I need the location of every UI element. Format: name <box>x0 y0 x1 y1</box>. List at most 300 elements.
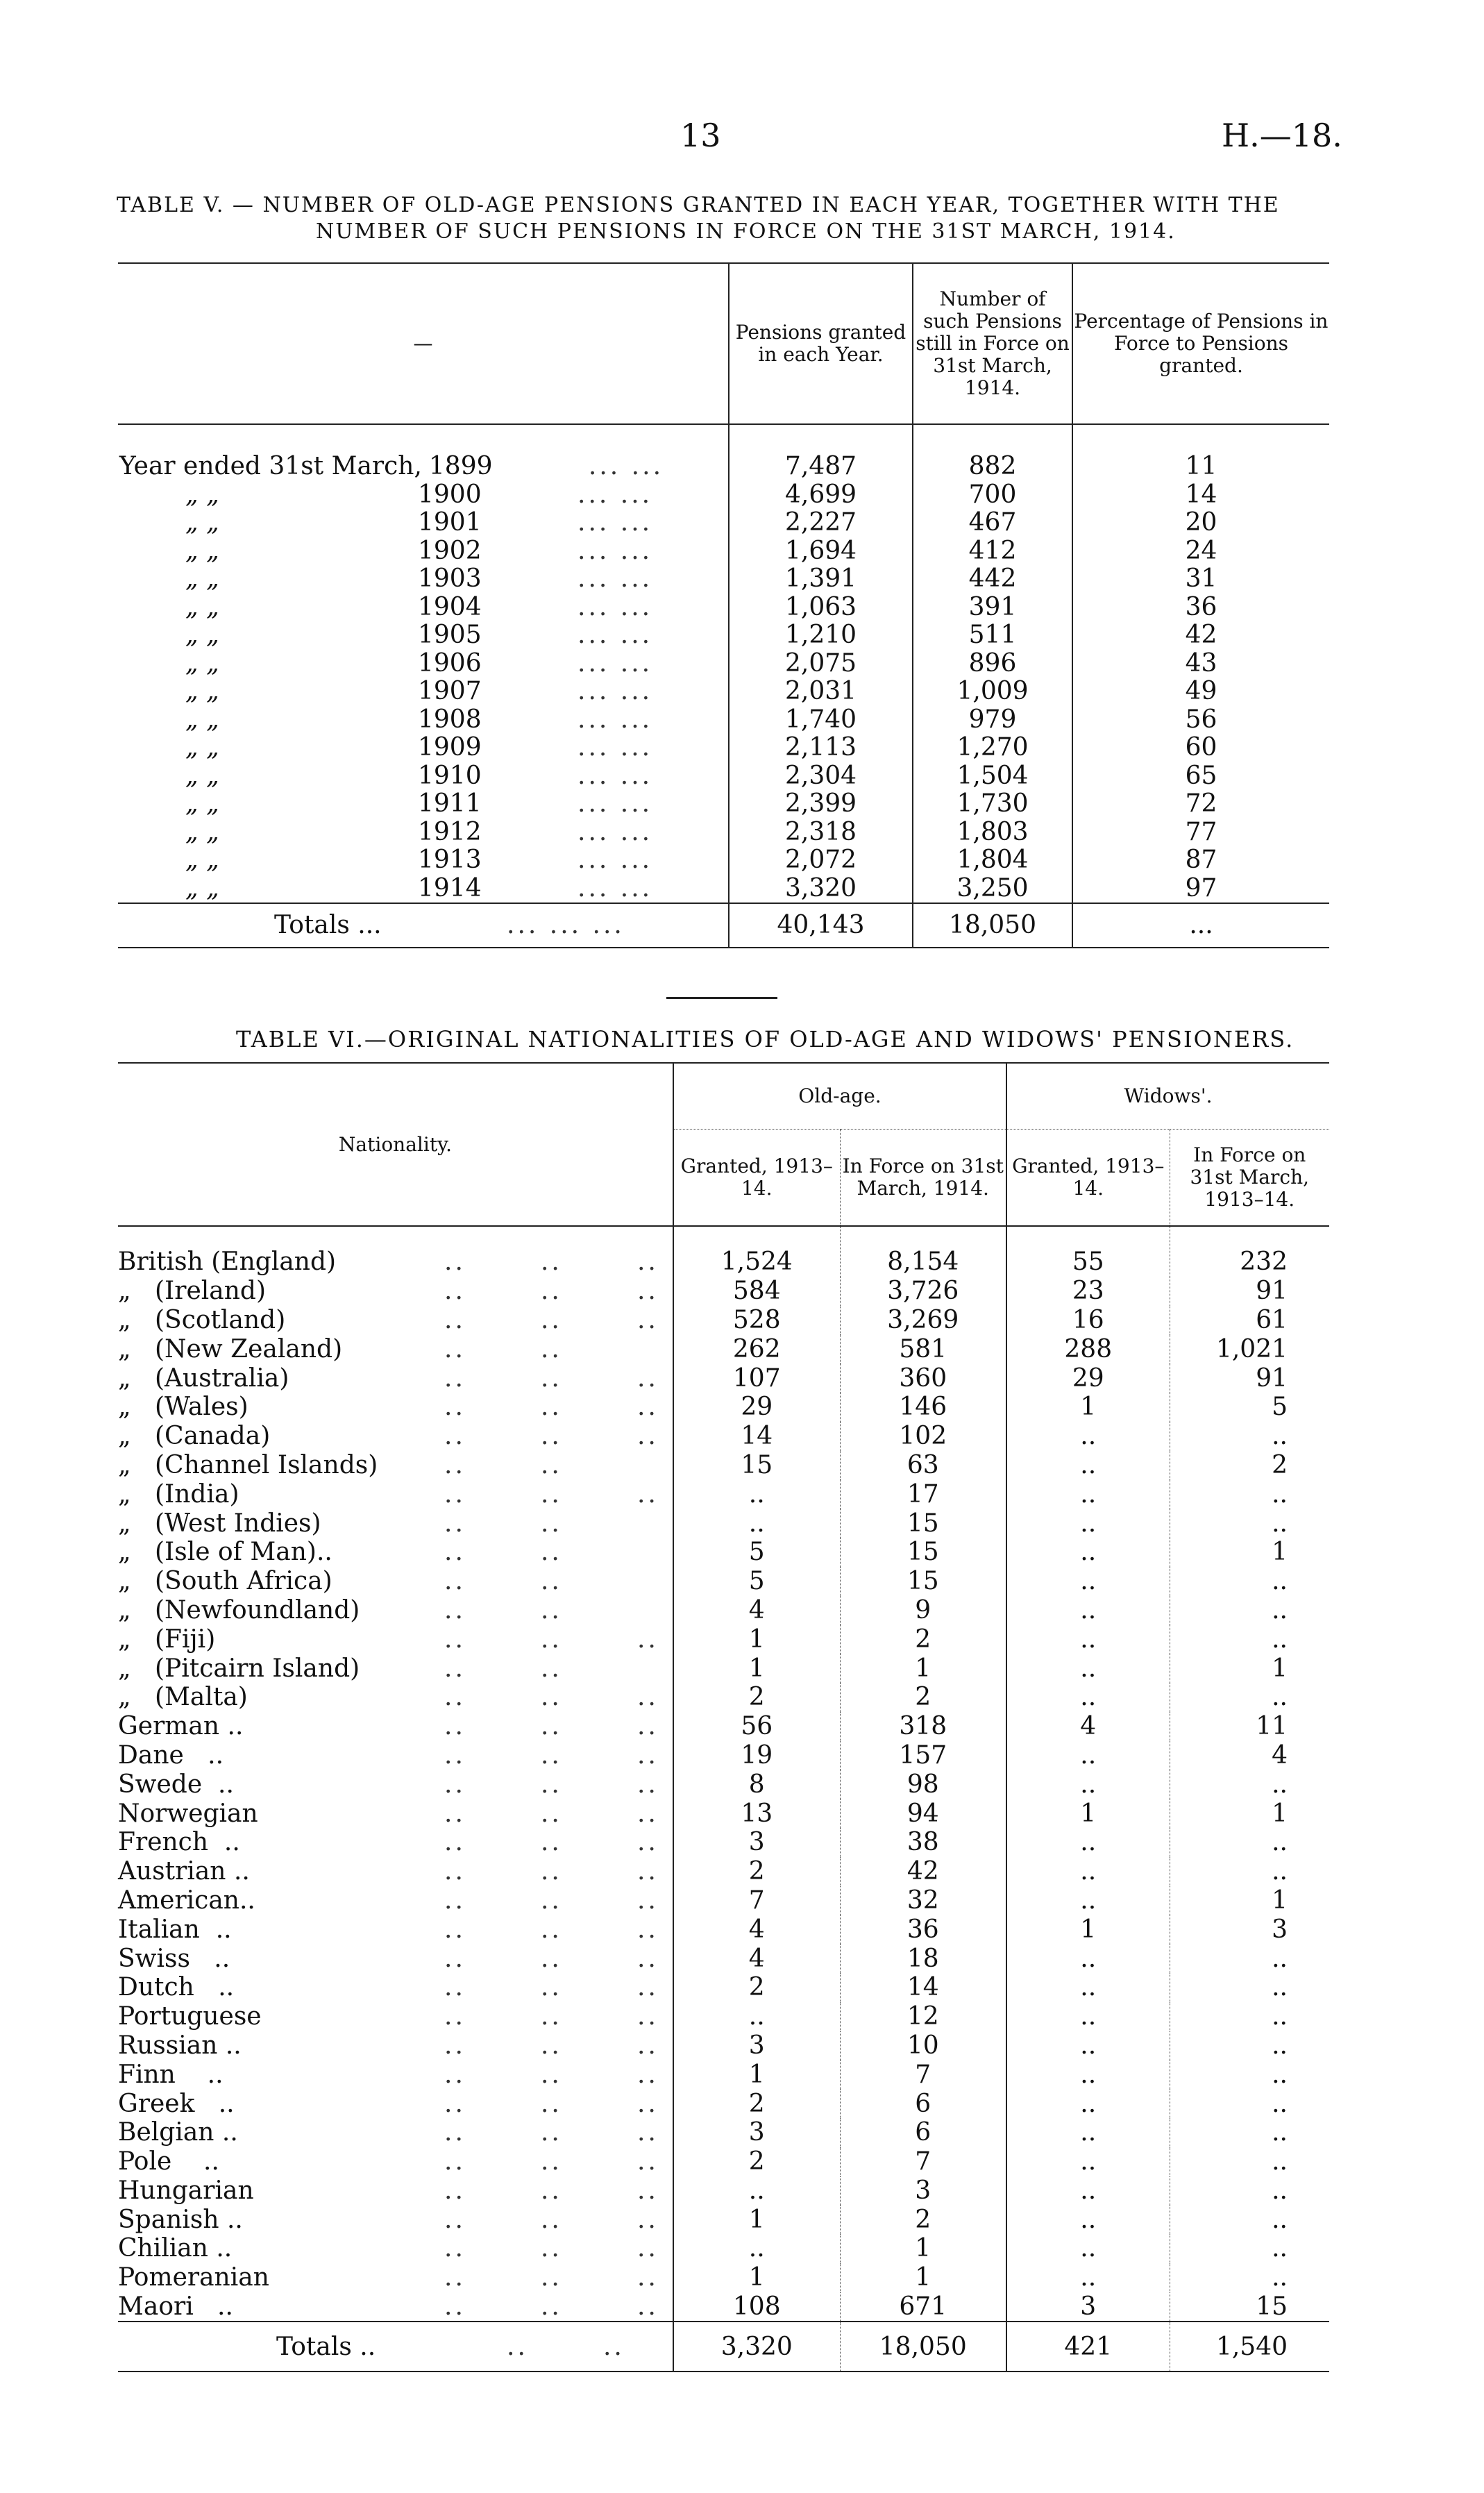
table-row <box>118 621 1329 650</box>
table6-title: TABLE VI.—ORIGINAL NATIONALITIES OF OLD-AGE AND WIDOWS' PENSIONERS. <box>236 1026 1295 1052</box>
leader-dots: .. .. .. <box>444 1828 659 1857</box>
old-age-in-force: 7 <box>840 2147 1006 2176</box>
leader-dots: .. .. .. <box>444 1479 659 1509</box>
nationality-cell <box>118 2089 673 2118</box>
leader-dots: .. .. .. <box>444 1857 659 1886</box>
year-value: 1908 <box>418 705 482 734</box>
table-row <box>118 1306 1329 1335</box>
old-age-granted: 2 <box>673 2147 840 2176</box>
table-row <box>118 565 1329 594</box>
widows-granted: 288 <box>1006 1334 1170 1363</box>
leader-dots: ... ... <box>588 452 664 481</box>
widows-granted: .. <box>1006 1683 1170 1712</box>
granted-value: 2,227 <box>729 509 913 537</box>
leader-dots: .. .. .. <box>444 2089 659 2118</box>
table-row <box>118 734 1329 762</box>
percentage-value: 36 <box>1072 594 1329 622</box>
table-row <box>118 2147 1329 2176</box>
widows-granted: .. <box>1006 1944 1170 1973</box>
leader-dots: .. .. .. <box>444 1683 659 1712</box>
table-row <box>118 2205 1329 2234</box>
table5-title-line2: NUMBER OF SUCH PENSIONS IN FORCE ON THE 31ST MARCH, 1914. <box>316 219 1176 244</box>
old-age-in-force: 18 <box>840 1944 1006 1973</box>
nationality-cell <box>118 1306 673 1335</box>
widows-granted: 4 <box>1006 1712 1170 1741</box>
widows-in-force: 1,021 <box>1170 1334 1329 1363</box>
nationality-cell <box>118 1857 673 1886</box>
table-row <box>118 650 1329 678</box>
table-row <box>118 594 1329 622</box>
old-age-granted: 29 <box>673 1393 840 1422</box>
old-age-granted: 19 <box>673 1741 840 1770</box>
year-label <box>118 537 729 566</box>
percentage-value: 65 <box>1072 762 1329 791</box>
leader-dots: .. .. .. <box>444 1886 659 1915</box>
leader-dots: ... ... <box>577 873 653 903</box>
table-row <box>118 1479 1329 1509</box>
old-age-in-force: 38 <box>840 1828 1006 1857</box>
old-age-granted: .. <box>673 1479 840 1509</box>
total-widows-in-force: 1,540 <box>1170 2322 1329 2372</box>
leader-dots: .. .. .. <box>444 1973 659 2002</box>
old-age-in-force: 102 <box>840 1422 1006 1451</box>
old-age-granted: 13 <box>673 1799 840 1828</box>
nationality-cell <box>118 2263 673 2292</box>
nationality-cell <box>118 1393 673 1422</box>
widows-in-force: 15 <box>1170 2292 1329 2322</box>
table-row <box>118 1712 1329 1741</box>
table-row <box>118 1277 1329 1306</box>
widows-in-force: 232 <box>1170 1226 1329 1277</box>
year-label <box>118 819 729 847</box>
old-age-granted: 5 <box>673 1538 840 1567</box>
year-label <box>118 706 729 735</box>
widows-granted: .. <box>1006 1654 1170 1683</box>
nationality-cell <box>118 2292 673 2322</box>
widows-granted: 1 <box>1006 1799 1170 1828</box>
leader-dots: .. .. .. <box>444 2002 659 2031</box>
old-age-granted: 1 <box>673 1625 840 1654</box>
old-age-in-force: 8,154 <box>840 1226 1006 1277</box>
widows-in-force: .. <box>1170 1567 1329 1596</box>
nationality-name: „ (Newfoundland) <box>118 1595 360 1625</box>
percentage-value: 42 <box>1072 621 1329 650</box>
nationality-name: „ (Australia) <box>118 1363 289 1393</box>
totals-label-cell <box>118 2322 673 2372</box>
widows-granted: 29 <box>1006 1363 1170 1393</box>
leader-dots: .. .. <box>444 1450 562 1479</box>
old-age-granted: 56 <box>673 1712 840 1741</box>
percentage-value: 14 <box>1072 481 1329 510</box>
widows-granted: .. <box>1006 1479 1170 1509</box>
granted-value: 4,699 <box>729 481 913 510</box>
table6-header-oa-granted: Granted, 1913–14. <box>673 1129 840 1226</box>
leader-dots: ... ... <box>577 592 653 621</box>
leader-dots: .. .. .. <box>444 1799 659 1828</box>
widows-in-force: 2 <box>1170 1451 1329 1480</box>
percentage-value: 60 <box>1072 734 1329 762</box>
widows-in-force: .. <box>1170 1683 1329 1712</box>
section-divider <box>666 997 777 999</box>
nationality-cell <box>118 1828 673 1857</box>
nationality-cell <box>118 1363 673 1393</box>
granted-value: 3,320 <box>729 875 913 904</box>
nationality-name: „ (Scotland) <box>118 1305 286 1334</box>
leader-dots: ... ... <box>577 621 653 650</box>
leader-dots: ... ... <box>577 536 653 565</box>
table5-title-line1: TABLE V. — NUMBER OF OLD-AGE PENSIONS GRANTED IN EACH YEAR, TOGETHER WITH THE <box>117 193 1280 217</box>
table6-body <box>118 1226 1329 2372</box>
totals-label: Totals ... <box>274 911 382 939</box>
year-label <box>118 424 729 481</box>
leader-dots: .. .. .. <box>444 1712 659 1741</box>
old-age-in-force: 318 <box>840 1712 1006 1741</box>
old-age-granted: 5 <box>673 1567 840 1596</box>
nationality-cell <box>118 2147 673 2176</box>
table-row <box>118 2118 1329 2147</box>
totals-row <box>118 903 1329 948</box>
table-row <box>118 1654 1329 1683</box>
year-value: 1901 <box>418 508 482 537</box>
nationality-cell <box>118 2031 673 2060</box>
old-age-granted: 108 <box>673 2292 840 2322</box>
percentage-value: 11 <box>1072 424 1329 481</box>
nationality-name: Spanish .. <box>118 2205 243 2234</box>
old-age-in-force: 671 <box>840 2292 1006 2322</box>
old-age-in-force: 360 <box>840 1363 1006 1393</box>
in-force-value: 882 <box>913 424 1072 481</box>
ditto-marks: „ „ <box>185 648 219 678</box>
in-force-value: 1,270 <box>913 734 1072 762</box>
table-row <box>118 2031 1329 2060</box>
old-age-granted: 4 <box>673 1944 840 1973</box>
table-row <box>118 1886 1329 1915</box>
leader-dots: .. .. <box>444 1509 562 1538</box>
widows-granted: .. <box>1006 1538 1170 1567</box>
table-row <box>118 1683 1329 1712</box>
old-age-in-force: 2 <box>840 2205 1006 2234</box>
ditto-marks: „ „ <box>185 705 219 734</box>
old-age-in-force: 6 <box>840 2089 1006 2118</box>
old-age-in-force: 3,269 <box>840 1306 1006 1335</box>
table6-header-oa-in-force: In Force on 31st March, 1914. <box>840 1129 1006 1226</box>
year-label <box>118 762 729 791</box>
widows-granted: 23 <box>1006 1277 1170 1306</box>
widows-in-force: 5 <box>1170 1393 1329 1422</box>
year-value: 1899 <box>428 452 493 481</box>
year-label <box>118 509 729 537</box>
old-age-granted: 3 <box>673 2031 840 2060</box>
old-age-in-force: 6 <box>840 2118 1006 2147</box>
old-age-granted: .. <box>673 1509 840 1538</box>
widows-granted: .. <box>1006 1451 1170 1480</box>
nationality-cell <box>118 1712 673 1741</box>
nationality-name: „ (Pitcairn Island) <box>118 1654 360 1683</box>
leader-dots: .. .. .. <box>444 2205 659 2234</box>
old-age-in-force: 7 <box>840 2060 1006 2089</box>
old-age-in-force: 15 <box>840 1538 1006 1567</box>
totals-label-cell <box>118 903 729 948</box>
table-row <box>118 678 1329 706</box>
year-value: 1907 <box>418 677 482 706</box>
ditto-marks: „ „ <box>185 789 219 819</box>
table6-header-widows: Widows'. <box>1006 1063 1329 1129</box>
granted-value: 2,031 <box>729 678 913 706</box>
leader-dots: ... ... <box>577 733 653 762</box>
in-force-value: 1,804 <box>913 846 1072 875</box>
nationality-name: „ (New Zealand) <box>118 1334 343 1363</box>
percentage-value: 49 <box>1072 678 1329 706</box>
leader-dots: .. .. .. <box>444 1740 659 1770</box>
granted-value: 2,304 <box>729 762 913 791</box>
ditto-marks: „ „ <box>185 564 219 594</box>
nationality-name: French .. <box>118 1828 240 1857</box>
old-age-granted: 1 <box>673 2263 840 2292</box>
in-force-value: 511 <box>913 621 1072 650</box>
table6-header-w-in-force: In Force on 31st March, 1913–14. <box>1170 1129 1329 1226</box>
widows-in-force: 61 <box>1170 1306 1329 1335</box>
ditto-marks: „ „ <box>185 536 219 565</box>
total-granted: 40,143 <box>729 903 913 948</box>
old-age-granted: 107 <box>673 1363 840 1393</box>
widows-granted: 1 <box>1006 1915 1170 1944</box>
nationality-name: „ (Isle of Man).. <box>118 1538 332 1567</box>
nationality-name: Hungarian <box>118 2176 254 2205</box>
nationality-name: Pomeranian <box>118 2263 269 2292</box>
nationality-name: Dutch .. <box>118 1973 235 2002</box>
granted-value: 1,694 <box>729 537 913 566</box>
nationality-cell <box>118 1915 673 1944</box>
granted-value: 2,075 <box>729 650 913 678</box>
old-age-granted: 262 <box>673 1334 840 1363</box>
widows-in-force: .. <box>1170 1828 1329 1857</box>
table-row <box>118 1857 1329 1886</box>
old-age-granted: 2 <box>673 1683 840 1712</box>
nationality-cell <box>118 1226 673 1277</box>
widows-in-force: .. <box>1170 1944 1329 1973</box>
old-age-in-force: 3,726 <box>840 1277 1006 1306</box>
total-widows-granted: 421 <box>1006 2322 1170 2372</box>
widows-in-force: .. <box>1170 1857 1329 1886</box>
widows-granted: 16 <box>1006 1306 1170 1335</box>
old-age-granted: 2 <box>673 2089 840 2118</box>
table-row <box>118 2234 1329 2263</box>
table-row <box>118 481 1329 510</box>
leader-dots: ... ... <box>577 508 653 537</box>
total-old-age-granted: 3,320 <box>673 2322 840 2372</box>
nationality-name: Portuguese <box>118 2002 262 2031</box>
widows-granted: .. <box>1006 1567 1170 1596</box>
in-force-value: 1,730 <box>913 790 1072 819</box>
year-value: 1910 <box>418 761 482 790</box>
leader-dots: .. .. .. <box>444 2176 659 2205</box>
table-row <box>118 1226 1329 1277</box>
nationality-name: Norwegian <box>118 1799 258 1828</box>
old-age-granted: 1 <box>673 2205 840 2234</box>
total-in-force: 18,050 <box>913 903 1072 948</box>
table-row <box>118 2002 1329 2031</box>
old-age-granted: 14 <box>673 1422 840 1451</box>
table-row <box>118 509 1329 537</box>
old-age-granted: 4 <box>673 1596 840 1625</box>
old-age-granted: 2 <box>673 1857 840 1886</box>
widows-in-force: .. <box>1170 2031 1329 2060</box>
table-row <box>118 2060 1329 2089</box>
old-age-granted: 1,524 <box>673 1226 840 1277</box>
nationality-cell <box>118 1799 673 1828</box>
year-label <box>118 594 729 622</box>
old-age-in-force: 9 <box>840 1596 1006 1625</box>
old-age-in-force: 10 <box>840 2031 1006 2060</box>
nationality-name: Belgian .. <box>118 2118 238 2147</box>
percentage-value: 77 <box>1072 819 1329 847</box>
table-row <box>118 1393 1329 1422</box>
year-label <box>118 875 729 904</box>
widows-granted: .. <box>1006 1596 1170 1625</box>
ditto-marks: „ „ <box>185 592 219 621</box>
widows-granted: .. <box>1006 2031 1170 2060</box>
granted-value: 7,487 <box>729 424 913 481</box>
totals-row <box>118 2322 1329 2372</box>
old-age-granted: 3 <box>673 2118 840 2147</box>
old-age-granted: 1 <box>673 1654 840 1683</box>
year-label <box>118 650 729 678</box>
table-row <box>118 424 1329 481</box>
nationality-cell <box>118 2176 673 2206</box>
widows-in-force: 1 <box>1170 1654 1329 1683</box>
widows-in-force: .. <box>1170 1596 1329 1625</box>
leader-dots: .. .. .. <box>444 1248 659 1277</box>
in-force-value: 896 <box>913 650 1072 678</box>
year-value: 1914 <box>418 873 482 903</box>
table5-header-in-force: Number of such Pensions still in Force on 31st March, 1914. <box>913 263 1072 424</box>
in-force-value: 700 <box>913 481 1072 510</box>
widows-in-force: .. <box>1170 2002 1329 2031</box>
granted-value: 2,399 <box>729 790 913 819</box>
table-row <box>118 2263 1329 2292</box>
widows-granted: .. <box>1006 2147 1170 2176</box>
year-value: 1904 <box>418 592 482 621</box>
year-prefix: Year ended 31st March, <box>119 452 422 481</box>
totals-label: Totals .. <box>276 2332 376 2361</box>
ditto-marks: „ „ <box>185 480 219 509</box>
in-force-value: 3,250 <box>913 875 1072 904</box>
widows-granted: .. <box>1006 1509 1170 1538</box>
old-age-in-force: 12 <box>840 2002 1006 2031</box>
ditto-marks: „ „ <box>185 508 219 537</box>
leader-dots: .. .. .. <box>444 2292 659 2322</box>
old-age-granted: .. <box>673 2176 840 2206</box>
table-row <box>118 846 1329 875</box>
nationality-name: „ (West Indies) <box>118 1509 321 1538</box>
leader-dots: ... ... <box>577 677 653 706</box>
leader-dots: ... ... <box>577 480 653 509</box>
table5-header-label: — <box>118 263 729 424</box>
nationality-name: American.. <box>118 1886 255 1915</box>
table-row <box>118 1915 1329 1944</box>
leader-dots: .. .. .. <box>444 1422 659 1451</box>
old-age-granted: .. <box>673 2002 840 2031</box>
table-row <box>118 1567 1329 1596</box>
leader-dots: ... ... ... <box>507 911 625 939</box>
nationality-cell <box>118 2060 673 2089</box>
old-age-in-force: 157 <box>840 1741 1006 1770</box>
table-row <box>118 1596 1329 1625</box>
nationality-cell <box>118 1654 673 1683</box>
nationality-cell <box>118 1886 673 1915</box>
nationality-name: „ (Channel Islands) <box>118 1450 378 1479</box>
year-value: 1912 <box>418 817 482 846</box>
granted-value: 1,210 <box>729 621 913 650</box>
granted-value: 1,391 <box>729 565 913 594</box>
leader-dots: ... ... <box>577 846 653 875</box>
nationality-name: Maori .. <box>118 2292 233 2322</box>
old-age-in-force: 32 <box>840 1886 1006 1915</box>
granted-value: 1,740 <box>729 706 913 735</box>
widows-in-force: .. <box>1170 2234 1329 2263</box>
nationality-name: „ (Fiji) <box>118 1625 216 1654</box>
widows-granted: 1 <box>1006 1393 1170 1422</box>
old-age-in-force: 2 <box>840 1625 1006 1654</box>
nationality-cell <box>118 1509 673 1538</box>
in-force-value: 1,504 <box>913 762 1072 791</box>
old-age-in-force: 36 <box>840 1915 1006 1944</box>
ditto-marks: „ „ <box>185 621 219 650</box>
table6-nationalities <box>118 1062 1329 2372</box>
widows-in-force: 3 <box>1170 1915 1329 1944</box>
nationality-cell <box>118 2118 673 2147</box>
table6-header-nationality: Nationality. <box>118 1063 673 1226</box>
nationality-cell <box>118 1479 673 1509</box>
table5-header-granted: Pensions granted in each Year. <box>729 263 913 424</box>
leader-dots: ... ... <box>577 564 653 594</box>
widows-in-force: .. <box>1170 1509 1329 1538</box>
table-row <box>118 1625 1329 1654</box>
old-age-granted: 7 <box>673 1886 840 1915</box>
document-reference: H.—18. <box>1222 117 1342 154</box>
table-row <box>118 762 1329 791</box>
leader-dots: .. .. .. <box>444 1277 659 1306</box>
percentage-value: 31 <box>1072 565 1329 594</box>
ditto-marks: „ „ <box>185 817 219 846</box>
ditto-marks: „ „ <box>185 677 219 706</box>
old-age-in-force: 15 <box>840 1509 1006 1538</box>
page-number: 13 <box>680 117 721 154</box>
year-value: 1906 <box>418 648 482 678</box>
nationality-cell <box>118 1973 673 2002</box>
in-force-value: 979 <box>913 706 1072 735</box>
table-row <box>118 1799 1329 1828</box>
old-age-in-force: 63 <box>840 1451 1006 1480</box>
widows-in-force: .. <box>1170 2060 1329 2089</box>
widows-granted: .. <box>1006 1828 1170 1857</box>
nationality-cell <box>118 2234 673 2263</box>
widows-in-force: .. <box>1170 1422 1329 1451</box>
widows-granted: .. <box>1006 1886 1170 1915</box>
in-force-value: 391 <box>913 594 1072 622</box>
in-force-value: 412 <box>913 537 1072 566</box>
nationality-name: Greek .. <box>118 2089 235 2118</box>
year-label <box>118 846 729 875</box>
year-value: 1909 <box>418 733 482 762</box>
leader-dots: .. .. .. <box>444 1363 659 1393</box>
table-row <box>118 1422 1329 1451</box>
leader-dots: .. .. <box>444 1538 562 1567</box>
widows-granted: .. <box>1006 2118 1170 2147</box>
table-row <box>118 1828 1329 1857</box>
leader-dots: .. .. <box>444 1595 562 1625</box>
nationality-cell <box>118 1596 673 1625</box>
